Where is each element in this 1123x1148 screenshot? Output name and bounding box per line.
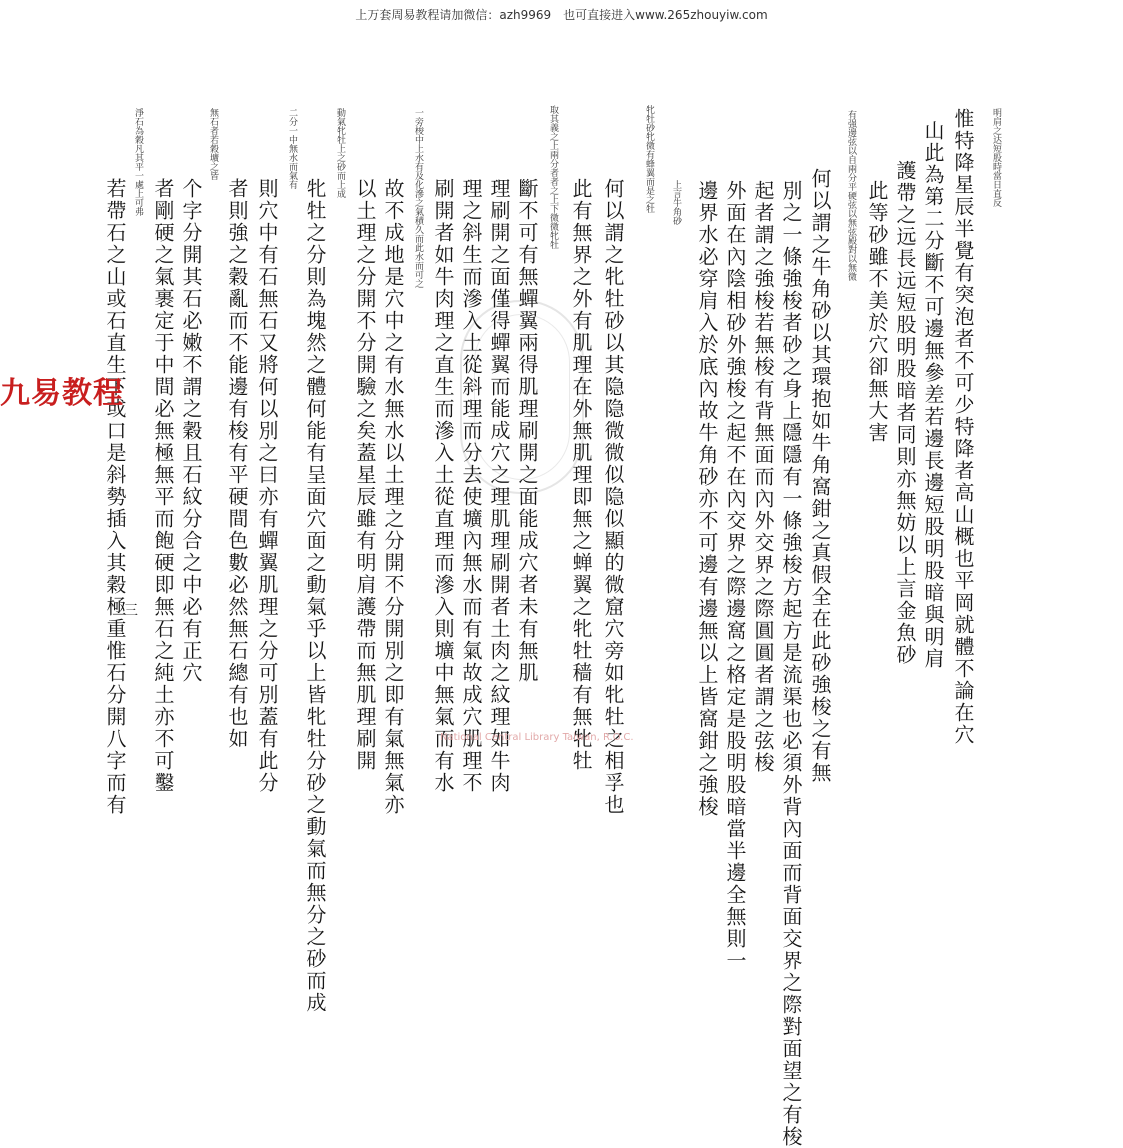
text-column: 理之斜生而滲入土從斜理而分去使壙內無水而有氣故成穴肌理不 <box>459 178 483 794</box>
text-column: 此有無界之外有肌理在外無肌理即無之蝉翼之牝牡穑有無牝牡 <box>569 178 593 772</box>
text-column: 牝牡之分則為塊然之體何能有呈面穴面之動氣乎以上皆牝牡分砂之動氣而無分之砂而成 <box>303 178 327 1014</box>
text-column: 以土理之分開不分開驗之矣蓋星辰雖有明肩護帶而無肌理刷開 <box>353 178 377 772</box>
brand-watermark: 九易教程 <box>0 376 124 411</box>
library-watermark: National Central Library Taiwan, R.O.C. <box>440 732 634 743</box>
annotation-column: 上言牛角砂 <box>671 180 681 225</box>
text-column: 起者謂之強梭若無梭有背無面而內外交界之際圓圓者謂之弦梭 <box>751 180 775 774</box>
header-notice: 上万套周易教程请加微信：azh9969 也可直接进入www.265zhouyiw.com <box>355 8 768 22</box>
text-column: 別之一條強梭者砂之身上隱隱有一條強梭方起方是流渠也必須外背內面而背面交界之際對面望之有梭 <box>779 180 803 1148</box>
text-column: 理刷開之面僅得蟬翼而能成穴之理肌理刷開者土肉之紋理如牛肉 <box>487 178 511 794</box>
text-column: 邊界水必穿肩入於底內故牛角砂亦不可邊有邊無以上皆窩鉗之強梭 <box>695 180 719 818</box>
text-column: 何以謂之牝牡砂以其隐隐微微似隐似顯的微窟穴旁如牝牡之相孚也 <box>601 178 625 816</box>
text-column: 斷不可有無蟬翼兩得肌理刷開之面能成穴者未有無肌 <box>515 178 539 684</box>
text-column: 則穴中有石無石又將何以別之曰亦有蟬翼肌理之分可別蓋有此分 <box>255 178 279 794</box>
annotation-column: 無石者若穀壙之皆 <box>208 108 218 180</box>
annotation-column: 取其義之上兩分者者之上下微微牝牡 <box>548 105 558 249</box>
text-column: 刷開者如牛肉理之直生而滲入土從直理而滲入則壙中無氣而有水 <box>431 178 455 794</box>
text-column: 護帶之远長远短股明股暗者同則亦無妨以上言金魚砂 <box>893 160 917 666</box>
text-column: 此等砂雖不美於穴卻無大害 <box>865 180 889 444</box>
text-column: 山此為第二分斷不可邊無參差若邊長邊短股明股暗與明肩 <box>921 120 945 670</box>
text-column: 者則強之穀亂而不能邊有梭有平硬間色數必然無石總有也如 <box>225 178 249 750</box>
annotation-column: 淨石為穀凡其平一處上可弗 <box>133 108 143 216</box>
text-column: 外面在內陰相砂外強梭之起不在內交界之際邊窩之格定是股明股暗當半邊全無則一 <box>723 180 747 972</box>
annotation-column: 二分一中無水而氣有 <box>287 108 297 189</box>
text-column: 者剛硬之氣裹定于中間必無極無平而飽硬即無石之純土亦不可鑿 <box>151 178 175 794</box>
text-column: 何以謂之牛角砂以其環抱如牛角窩鉗之真假全在此砂強梭之有無 <box>808 168 832 784</box>
page-number: 三 <box>124 603 138 619</box>
annotation-column: 有强邊弦以自兩分平硬弦以無弦殿對以無微 <box>846 110 856 281</box>
text-column: 惟特降星辰半覺有突泡者不可少特降者高山概也平岡就體不論在穴 <box>951 108 975 746</box>
text-column: 故不成地是穴中之有水無水以土理之分開不分開別之即有氣無氣亦 <box>381 178 405 816</box>
annotation-column: 動氣牝牡上之砂而上成 <box>335 108 345 198</box>
text-column: 若帶石之山或石直生下或口是斜勢插入其穀極重惟石分開八字而有 <box>103 178 127 816</box>
annotation-column: 一旁梭中上水有及化滲之氣積久而此水而可之 <box>413 108 423 288</box>
annotation-column: 明肩之达短股時當日直反 <box>991 108 1001 207</box>
text-column: 个字分開其石必嫩不謂之穀且石紋分合之中必有正穴 <box>179 178 203 684</box>
annotation-column: 牝牡砂牝微有蜂翼而是之牡 <box>644 105 654 213</box>
